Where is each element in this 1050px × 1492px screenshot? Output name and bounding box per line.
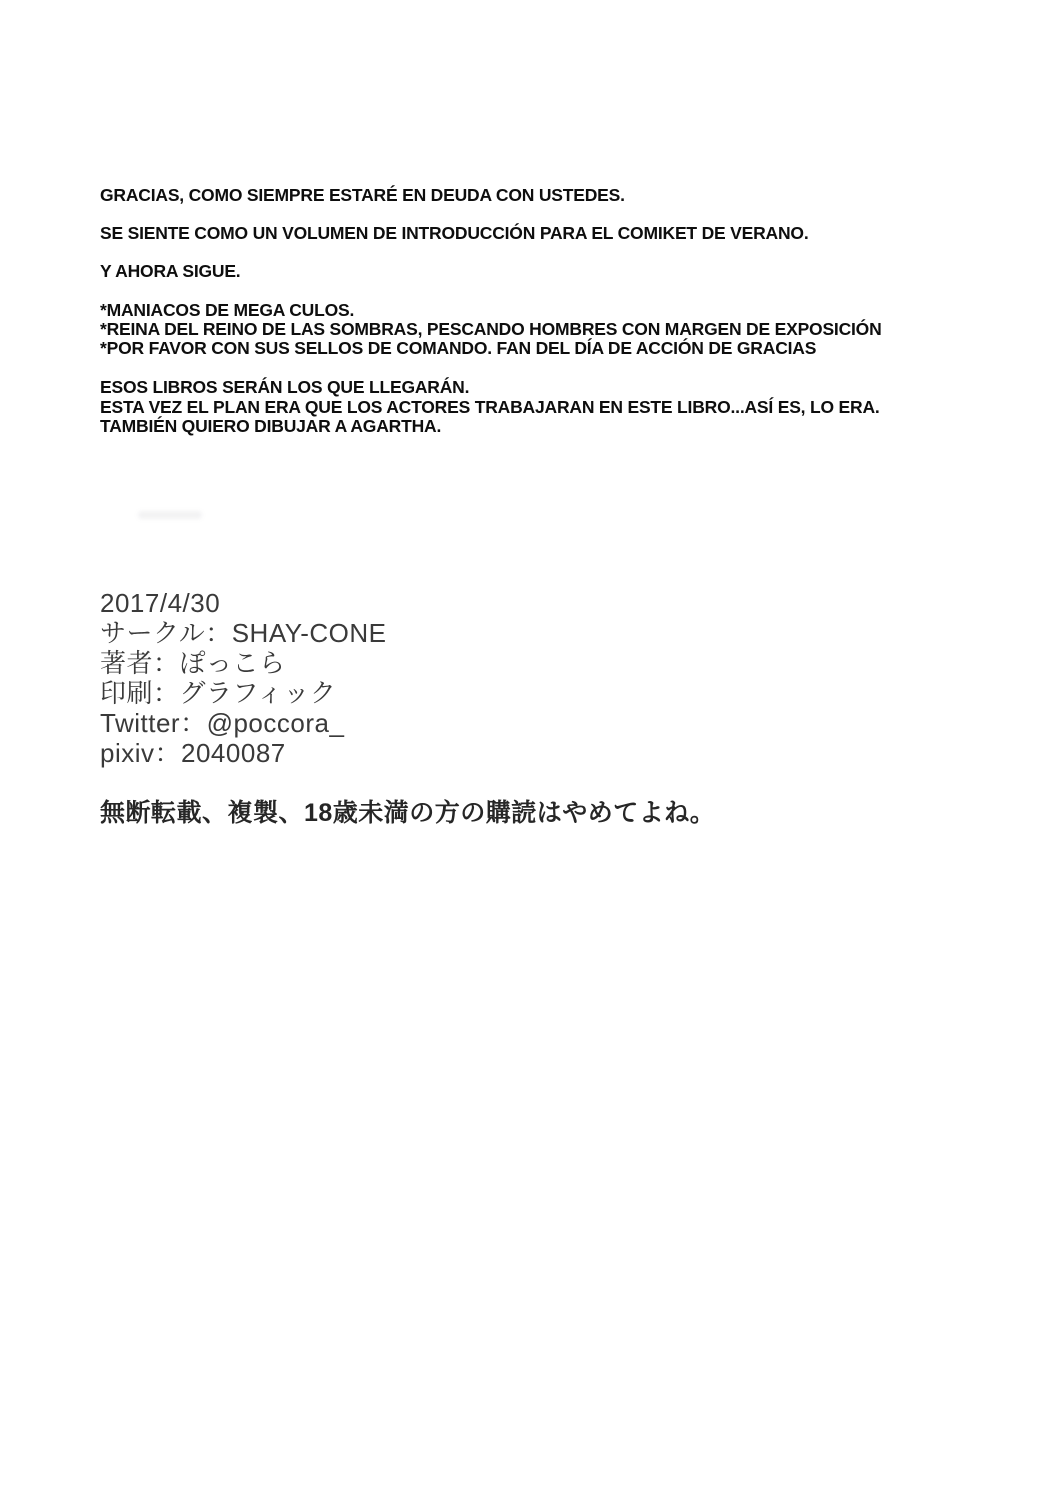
reproduction-disclaimer: 無断転載、複製、18歳未満の方の購読はやめてよね。 (100, 799, 716, 827)
closing-line: ESTA VEZ EL PLAN ERA QUE LOS ACTORES TRABAJARAN EN ESTE LIBRO...ASÍ ES, LO ERA. (100, 396, 880, 417)
book-list-item: *REINA DEL REINO DE LAS SOMBRAS, PESCANDO HOMBRES CON MARGEN DE EXPOSICIÓN (100, 319, 882, 339)
afterword-paragraph-next: Y AHORA SIGUE. (100, 261, 241, 281)
twitter-handle: Twitter：@poccora_ (100, 708, 345, 738)
afterword-text-block (100, 186, 980, 457)
publication-date: 2017/4/30 (100, 588, 221, 618)
upcoming-books-list (100, 301, 980, 358)
closing-line: ESOS LIBROS SERÁN LOS QUE LLEGARÁN. (100, 377, 470, 397)
credits-block (100, 588, 386, 768)
circle-name: サークル：SHAY-CONE (100, 618, 387, 648)
pixiv-id: pixiv：2040087 (100, 738, 286, 768)
scan-smudge-artifact (138, 511, 202, 519)
book-list-item: *MANIACOS DE MEGA CULOS. (100, 300, 355, 320)
author-name: 著者：ぽっこら (100, 648, 286, 678)
closing-line: TAMBIÉN QUIERO DIBUJAR A AGARTHA. (100, 416, 442, 436)
printing-company: 印刷：グラフィック (100, 678, 337, 708)
closing-remarks (100, 378, 980, 437)
afterword-paragraph-comiket: SE SIENTE COMO UN VOLUMEN DE INTRODUCCIÓN PARA EL COMIKET DE VERANO. (100, 223, 809, 243)
afterword-paragraph-thanks: GRACIAS, COMO SIEMPRE ESTARÉ EN DEUDA CON USTEDES. (100, 185, 625, 205)
book-list-item: *POR FAVOR CON SUS SELLOS DE COMANDO. FAN DEL DÍA DE ACCIÓN DE GRACIAS (100, 338, 817, 358)
